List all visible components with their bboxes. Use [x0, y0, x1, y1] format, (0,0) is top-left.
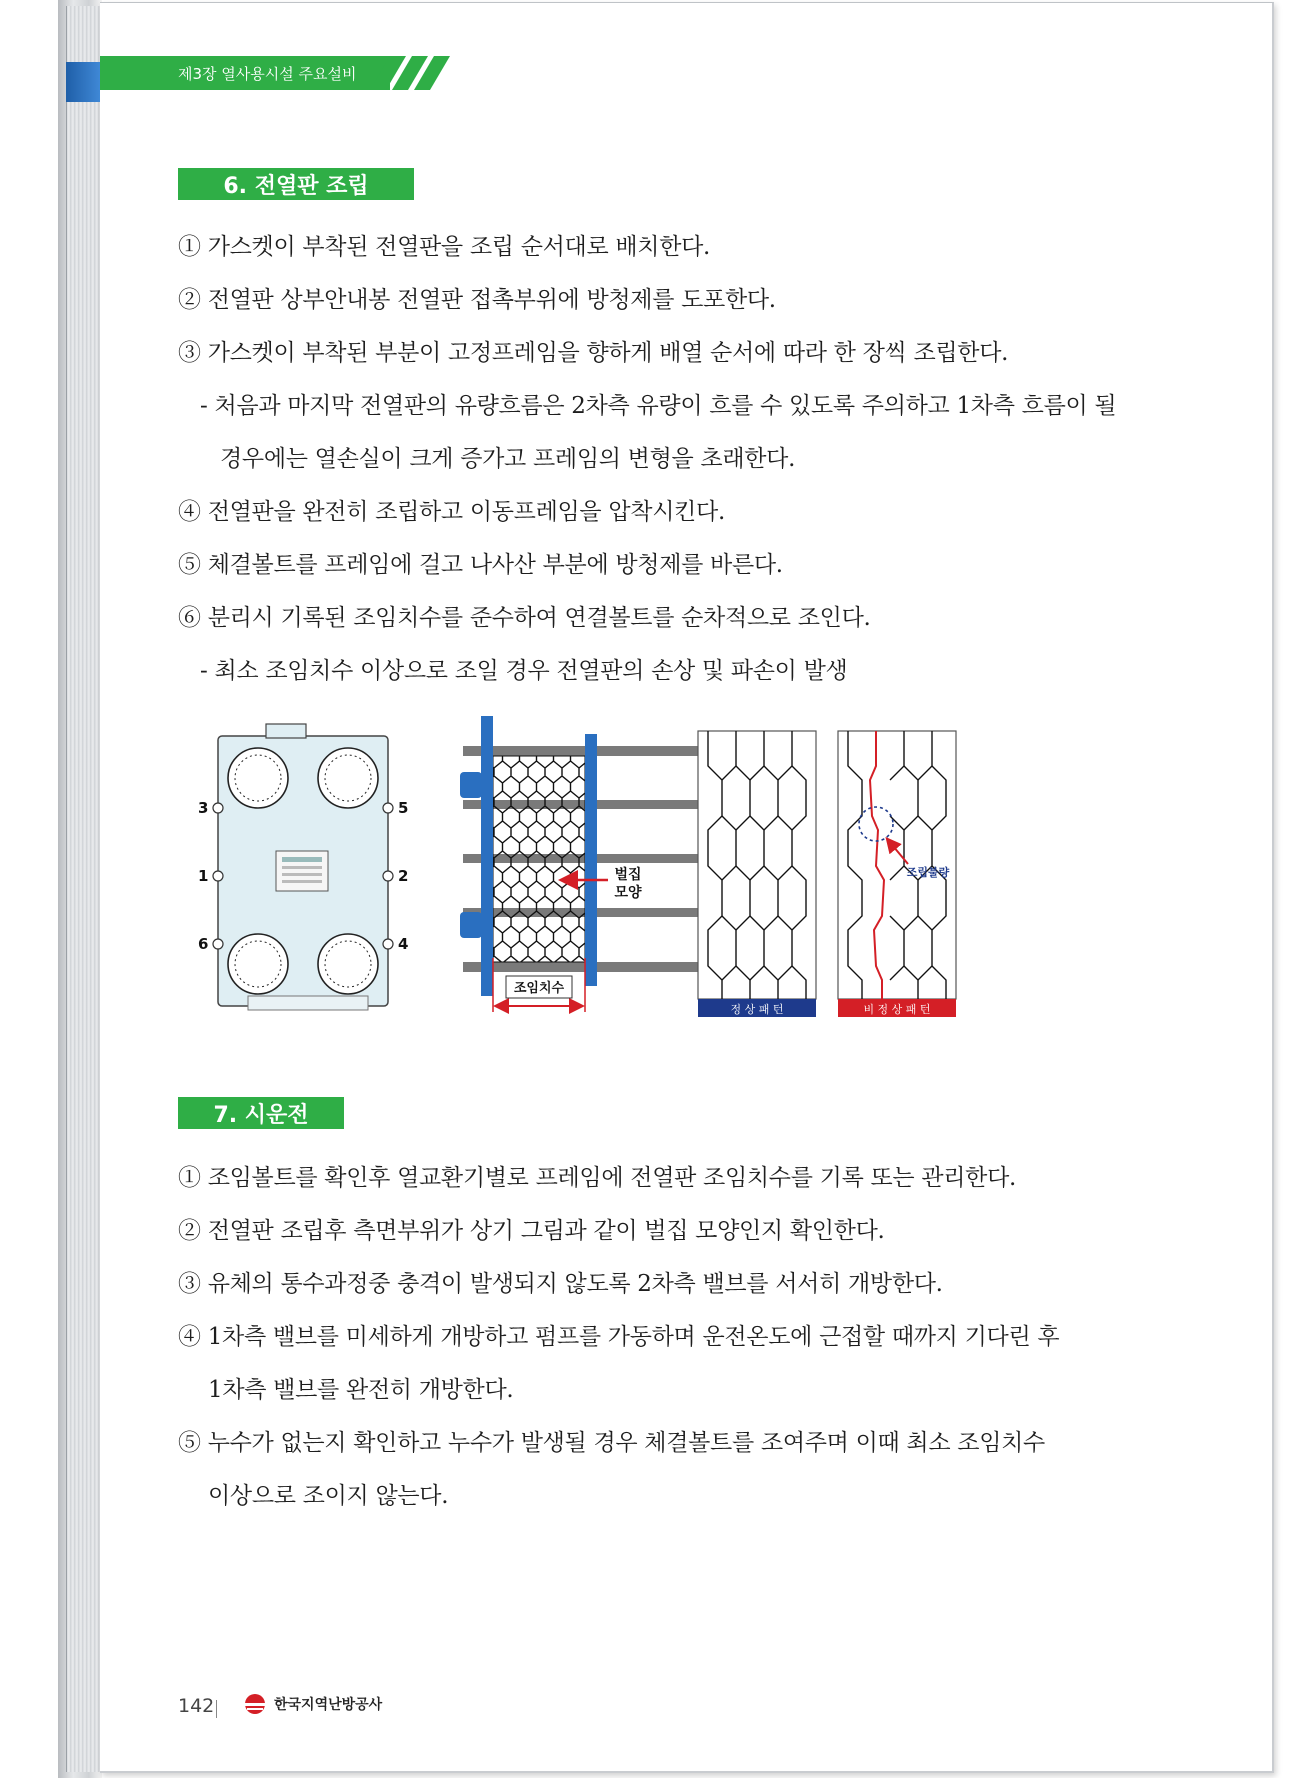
- sec6-step-3-note: - 처음과 마지막 전열판의 유량흐름은 2차측 유량이 흐를 수 있도록 주의하고 1차측 흐름이 될: [200, 393, 1117, 419]
- footer-divider: [216, 1700, 217, 1718]
- running-header: [100, 56, 390, 90]
- dimension-label: 조임치수: [513, 981, 565, 996]
- sec6-step-5: ⑤ 체결볼트를 프레임에 걸고 나사산 부분에 방청제를 바른다.: [178, 552, 783, 578]
- sec6-step-1: ① 가스켓이 부착된 전열판을 조립 순서대로 배치한다.: [178, 234, 711, 260]
- port-label-1: 1: [198, 867, 209, 885]
- publisher-logo: [244, 1693, 382, 1715]
- sec7-step-4: ④ 1차측 밸브를 미세하게 개방하고 펌프를 가동하며 운전온도에 근접할 때까지 기다린 후: [178, 1324, 1060, 1350]
- port-label-5: 5: [398, 799, 409, 817]
- publisher-name: 한국지역난방공사: [274, 1697, 383, 1713]
- sec7-step-1: ① 조임볼트를 확인후 열교환기별로 프레임에 전열판 조임치수를 기록 또는 관리한다.: [178, 1165, 1017, 1191]
- sec7-step-4-cont: 1차측 밸브를 완전히 개방한다.: [208, 1377, 514, 1403]
- sec6-step-3-note-cont: 경우에는 열손실이 크게 증가고 프레임의 변형을 초래한다.: [220, 446, 796, 472]
- page-edges: [66, 6, 101, 1772]
- sec6-step-6-note: - 최소 조임치수 이상으로 조일 경우 전열판의 손상 및 파손이 발생: [200, 658, 848, 684]
- section-6-title: 6. 전열판 조립: [178, 168, 414, 200]
- normal-pattern-panel: [698, 731, 816, 1017]
- sec7-step-2: ② 전열판 조립후 측면부위가 상기 그림과 같이 벌집 모양인지 확인한다.: [178, 1218, 885, 1244]
- sec7-step-3: ③ 유체의 통수과정중 충격이 발생되지 않도록 2차측 밸브를 서서히 개방한다.: [178, 1271, 943, 1297]
- port-label-2: 2: [398, 867, 409, 885]
- normal-pattern-caption: 정 상 패 턴: [730, 1003, 784, 1016]
- kdhc-logo-icon: [244, 1693, 266, 1715]
- header-slash-decoration: [370, 56, 450, 90]
- sec7-step-5: ⑤ 누수가 없는지 확인하고 누수가 발생될 경우 체결볼트를 조여주며 이때 최소 조임치수: [178, 1430, 1045, 1456]
- header-tab: [66, 62, 100, 102]
- section-7-title: 7. 시운전: [178, 1097, 344, 1129]
- sec6-step-6: ⑥ 분리시 기록된 조임치수를 준수하여 연결볼트를 순차적으로 조인다.: [178, 605, 871, 631]
- sec7-step-5-cont: 이상으로 조이지 않는다.: [208, 1483, 449, 1509]
- port-label-3: 3: [198, 799, 209, 817]
- sec6-step-3: ③ 가스켓이 부착된 부분이 고정프레임을 향하게 배열 순서에 따라 한 장씩 조립한다.: [178, 340, 1009, 366]
- port-label-6: 6: [198, 935, 209, 953]
- honeycomb-label-2: 모양: [614, 885, 642, 901]
- sec6-step-4: ④ 전열판을 완전히 조립하고 이동프레임을 압착시킨다.: [178, 499, 725, 525]
- page-number: 142: [178, 1695, 215, 1717]
- port-label-4: 4: [398, 935, 409, 953]
- honeycomb-label-1: 벌집: [614, 867, 642, 883]
- sec6-step-2: ② 전열판 상부안내봉 전열판 접촉부위에 방청제를 도포한다.: [178, 287, 776, 313]
- plate-assembly-figure: [188, 716, 988, 1026]
- chapter-title: 제3장 열사용시설 주요설비: [178, 64, 357, 83]
- defect-label: 조립불량: [906, 866, 950, 879]
- abnormal-pattern-caption: 비 정 상 패 턴: [863, 1003, 931, 1016]
- heat-plate-drawing: [213, 724, 393, 1010]
